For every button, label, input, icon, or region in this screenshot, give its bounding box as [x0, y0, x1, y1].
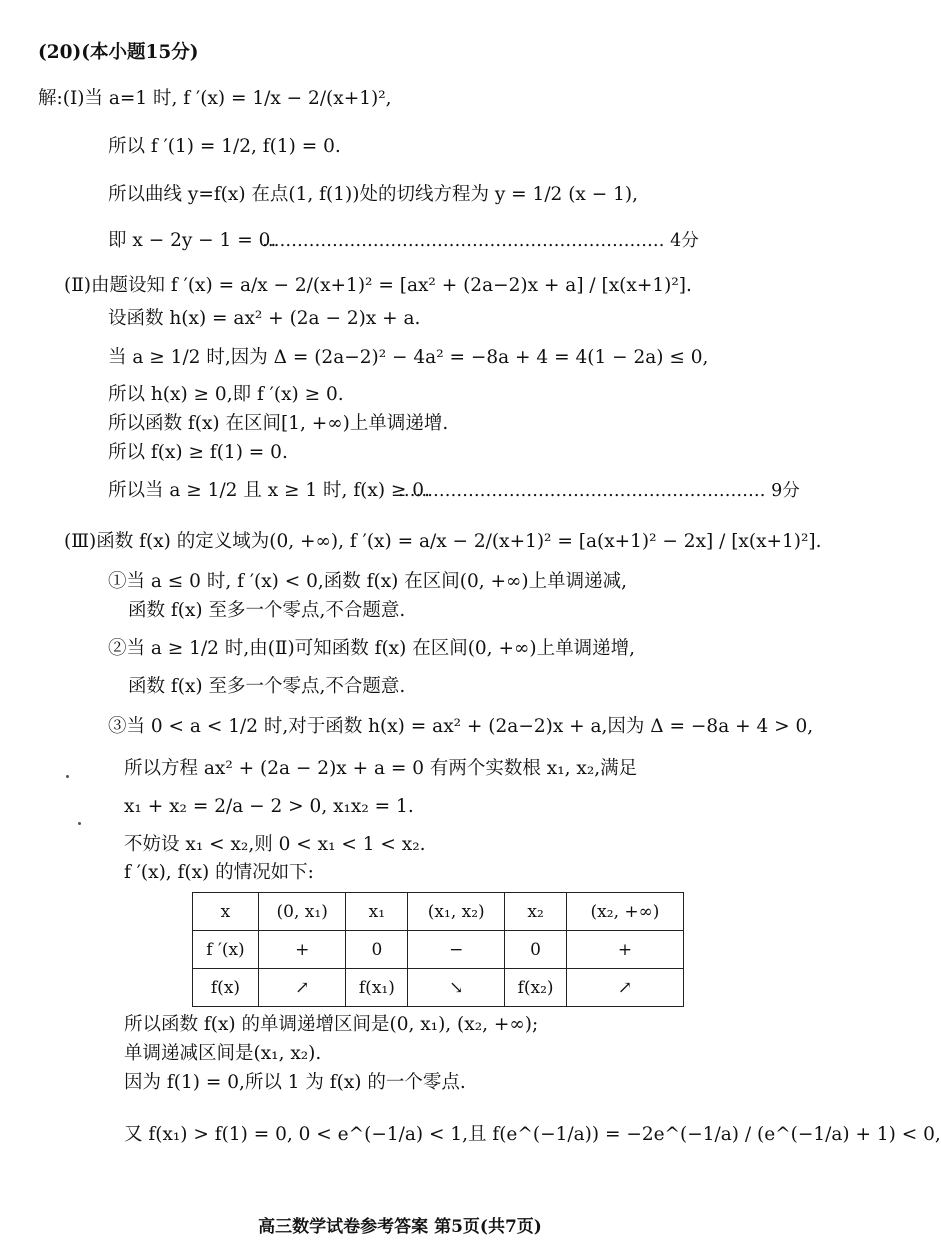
score-4: …………………………………………………………… 4分 [262, 231, 699, 251]
table-cell: x₂ [505, 893, 567, 931]
part2-line3: 当 a ≥ 1/2 时,因为 Δ = (2a−2)² − 4a² = −8a + 4 = 4(1 − 2a) ≤ 0, [108, 347, 709, 368]
table-row-x [193, 893, 684, 931]
part1-line3: 所以曲线 y=f(x) 在点(1, f(1))处的切线方程为 y = 1/2 (x − 1), [108, 184, 638, 205]
conclusion-line2: 单调递减区间是(x₁, x₂). [124, 1043, 322, 1064]
part1-line1: 解:(Ⅰ)当 a=1 时, f ′(x) = 1/x − 2/(x+1)², [38, 88, 392, 109]
arrow-down-icon: ↘ [408, 969, 505, 1007]
part2-line2: 设函数 h(x) = ax² + (2a − 2)x + a. [108, 308, 421, 329]
case3-line5: f ′(x), f(x) 的情况如下: [124, 862, 314, 883]
table-cell: 0 [346, 931, 408, 969]
conclusion-line3: 因为 f(1) = 0,所以 1 为 f(x) 的一个零点. [124, 1072, 466, 1093]
case3-line1: ③当 0 < a < 1/2 时,对于函数 h(x) = ax² + (2a−2)x + a,因为 Δ = −8a + 4 > 0, [108, 716, 814, 737]
part3-line1: (Ⅲ)函数 f(x) 的定义域为(0, +∞), f ′(x) = a/x − 2/(x+1)² = [a(x+1)² − 2x] / [x(x+1)²]. [64, 531, 822, 552]
problem-header: (20)(本小题15分) [38, 42, 199, 63]
table-cell: x₁ [346, 893, 408, 931]
score-9: ……………………………………………………… 9分 [398, 481, 800, 501]
part2-line5: 所以函数 f(x) 在区间[1, +∞)上单调递增. [108, 413, 449, 434]
table-row-derivative [193, 931, 684, 969]
table-cell: (x₁, x₂) [408, 893, 505, 931]
table-cell: f(x) [193, 969, 259, 1007]
table-cell: (x₂, +∞) [567, 893, 684, 931]
speck [66, 775, 69, 778]
part2-line6: 所以 f(x) ≥ f(1) = 0. [108, 442, 288, 463]
case2-line1: ②当 a ≥ 1/2 时,由(Ⅱ)可知函数 f(x) 在区间(0, +∞)上单调递增, [108, 638, 635, 659]
part1-line4: 即 x − 2y − 1 = 0. [108, 230, 277, 251]
table-cell: + [258, 931, 346, 969]
part2-line4: 所以 h(x) ≥ 0,即 f ′(x) ≥ 0. [108, 384, 344, 405]
monotonicity-table [192, 892, 684, 1007]
table-row-function [193, 969, 684, 1007]
table-cell: f ′(x) [193, 931, 259, 969]
conclusion-line1: 所以函数 f(x) 的单调递增区间是(0, x₁), (x₂, +∞); [124, 1014, 539, 1035]
table-cell: f(x₁) [346, 969, 408, 1007]
page-footer: 高三数学试卷参考答案 第5页(共7页) [258, 1217, 542, 1237]
arrow-up-icon: ↗ [258, 969, 346, 1007]
table-cell: − [408, 931, 505, 969]
table-cell: (0, x₁) [258, 893, 346, 931]
conclusion-line4: 又 f(x₁) > f(1) = 0, 0 < e^(−1/a) < 1,且 f(e^(−1/a)) = −2e^(−1/a) / (e^(−1/a) + 1) < 0, [124, 1124, 941, 1145]
table-cell: x [193, 893, 259, 931]
speck [78, 822, 81, 825]
part1-line2: 所以 f ′(1) = 1/2, f(1) = 0. [108, 136, 341, 157]
case2-line2: 函数 f(x) 至多一个零点,不合题意. [128, 676, 406, 697]
table-cell: + [567, 931, 684, 969]
case1-line2: 函数 f(x) 至多一个零点,不合题意. [128, 600, 406, 621]
part2-line7: 所以当 a ≥ 1/2 且 x ≥ 1 时, f(x) ≥ 0. [108, 480, 430, 501]
case3-line3: x₁ + x₂ = 2/a − 2 > 0, x₁x₂ = 1. [124, 796, 414, 817]
table-cell: 0 [505, 931, 567, 969]
table-cell: f(x₂) [505, 969, 567, 1007]
case3-line4: 不妨设 x₁ < x₂,则 0 < x₁ < 1 < x₂. [124, 834, 426, 855]
case3-line2: 所以方程 ax² + (2a − 2)x + a = 0 有两个实数根 x₁, x₂,满足 [124, 758, 638, 779]
arrow-up-icon: ↗ [567, 969, 684, 1007]
part2-line1: (Ⅱ)由题设知 f ′(x) = a/x − 2/(x+1)² = [ax² + (2a−2)x + a] / [x(x+1)²]. [64, 275, 692, 296]
case1-line1: ①当 a ≤ 0 时, f ′(x) < 0,函数 f(x) 在区间(0, +∞)上单调递减, [108, 571, 628, 592]
